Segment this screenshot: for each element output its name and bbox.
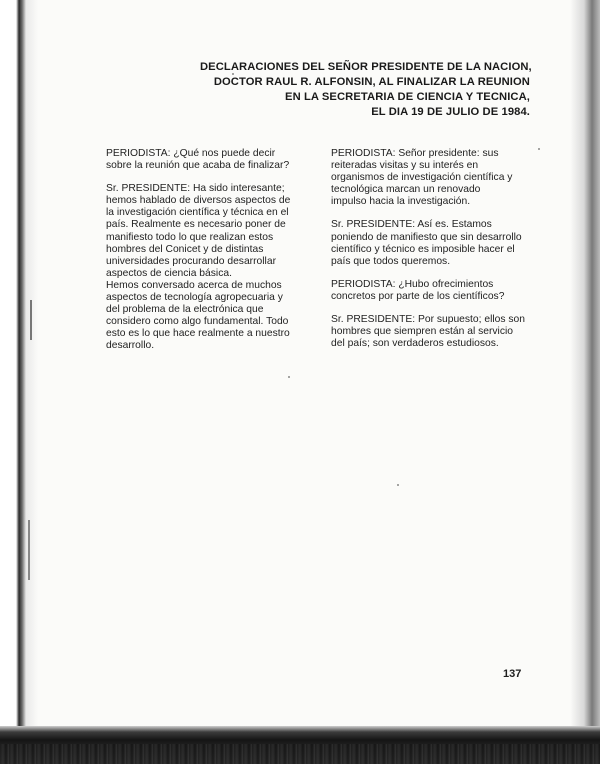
text-line: considero como algo fundamental. Todo: [106, 316, 289, 328]
paragraph-question-1: [106, 148, 306, 172]
text-line: poniendo de manifiesto que sin desarrollo: [331, 231, 522, 243]
scan-dust: [538, 148, 540, 150]
text-line: Sr. PRESIDENTE: Así es. Estamos: [331, 219, 492, 231]
scan-right-edge: [570, 0, 600, 764]
left-column: [106, 148, 306, 364]
text-line: manifiesto todo lo que realizan estos: [106, 231, 274, 243]
scan-bottom-band: [0, 744, 600, 764]
text-line: Sr. PRESIDENTE: Ha sido interesante;: [106, 183, 285, 195]
text-line: país que todos queremos.: [331, 255, 451, 267]
text-line: científico y técnico es imposible hacer el: [331, 243, 515, 255]
text-line: PERIODISTA: ¿Qué nos puede decir: [106, 148, 276, 159]
paragraph-answer-1: [106, 183, 306, 280]
text-line: tecnológica marcan un renovado: [331, 184, 481, 196]
text-line: PERIODISTA: ¿Hubo ofrecimientos: [331, 278, 494, 290]
scan-dust: [232, 73, 234, 75]
header-line: DOCTOR RAUL R. ALFONSIN, AL FINALIZAR LA REUNION: [213, 76, 530, 88]
text-line: hombres que siempren están al servicio: [331, 326, 514, 338]
header-line: DECLARACIONES DEL SEÑOR PRESIDENTE DE LA NACION,: [200, 61, 532, 73]
page-number: 137: [503, 668, 522, 680]
paragraph-question-3: [331, 279, 537, 303]
paragraph-answer-2: [331, 219, 537, 267]
document-header: [200, 60, 530, 120]
text-line: aspectos de ciencia básica.: [106, 267, 232, 279]
paragraph-answer-3: [331, 314, 537, 350]
text-line: reiteradas visitas y su interés en: [331, 160, 479, 172]
header-line: EL DIA 19 DE JULIO DE 1984.: [371, 106, 530, 118]
text-line: del problema de la electrónica que: [106, 304, 264, 316]
scan-dust: [288, 376, 290, 378]
text-line: impulso hacia la investigación.: [331, 196, 471, 208]
text-line: esto es lo que hace realmente a nuestro: [106, 328, 290, 340]
text-line: PERIODISTA: Señor presidente: sus: [331, 148, 499, 159]
text-line: sobre la reunión que acaba de finalizar?: [106, 160, 290, 172]
paragraph-answer-1-cont: [106, 280, 306, 353]
scan-speck: [28, 520, 30, 580]
right-column: [331, 148, 537, 361]
text-line: la investigación científica y técnica en el: [106, 207, 289, 219]
text-line: organismos de investigación científica y: [331, 172, 513, 184]
scan-bottom-edge: [0, 726, 600, 764]
header-line: EN LA SECRETARIA DE CIENCIA Y TECNICA,: [285, 91, 530, 103]
scan-dust: [397, 484, 399, 486]
scan-speck: [30, 300, 32, 340]
scan-left-edge: [0, 0, 38, 764]
text-line: hombres del Conicet y de distintas: [106, 243, 264, 255]
text-line: universidades procurando desarrollar: [106, 255, 276, 267]
text-line: aspectos de tecnología agropecuaria y: [106, 292, 283, 304]
text-line: país. Realmente es necesario poner de: [106, 219, 286, 231]
text-line: desarrollo.: [106, 340, 155, 352]
paragraph-question-2: [331, 148, 537, 208]
text-line: del país; son verdaderos estudiosos.: [331, 338, 499, 350]
text-line: hemos hablado de diversos aspectos de: [106, 195, 291, 207]
text-line: Hemos conversado acerca de muchos: [106, 279, 282, 291]
text-line: Sr. PRESIDENTE: Por supuesto; ellos son: [331, 314, 526, 326]
text-line: concretos por parte de los científicos?: [331, 290, 505, 302]
